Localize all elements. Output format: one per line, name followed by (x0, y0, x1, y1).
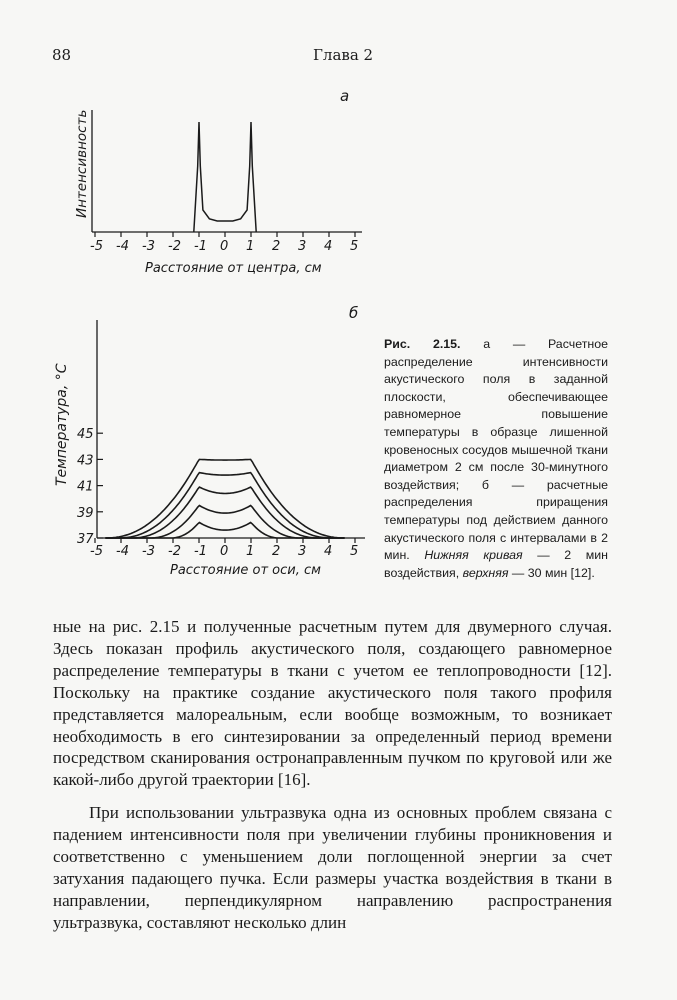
temperature-curve-2-мин (105, 523, 344, 539)
panel-a-x-tick-label: 0 (220, 239, 229, 254)
panel-b-letter: б (349, 304, 359, 322)
caption-upper-label: верхняя (462, 565, 509, 580)
panel-a-x-tick-label: 4 (324, 239, 333, 254)
panel-b-x-tick-label: -2 (168, 544, 181, 559)
panel-b-y-tick-label: 45 (77, 427, 94, 443)
body-paragraph-2: При использовании ультразвука одна из основных проблем связана с падением интенсивности поля при увеличении глубины проникновения и соответственно с уменьшением доли поглощенной энергии за счет затухания падающего пучка. Если размеры участка воздействия в ткани в направлении, перпендикулярном направлению распространения ультразвука, составляют несколько длин (53, 803, 612, 932)
temperature-curve-30-мин (105, 459, 344, 538)
caption-lower-label: Нижняя кривая (424, 548, 523, 563)
panel-b-xlabel: Расстояние от оси, см (170, 563, 321, 578)
panel-a-x-tick-label: 5 (350, 239, 359, 254)
panel-a-ylabel: Интенсивность (74, 109, 90, 218)
body-paragraph-1: ные на рис. 2.15 и полученные расчетным путем для двумерного случая. Здесь показан профиль акустического поля, создающего равномерное распределение температуры в ткани с учетом ее теплопроводности [12]. Поскольку на практике создание акустического поля такого профиля представляется малореальным, если вообще возможным, то возникает необходимость в его синтезировании за определенный период времени посредством сканирования остронаправленным пучком по круговой или же какой-либо другой траектории [16]. (53, 617, 612, 790)
panel-b (54, 304, 365, 578)
panel-a-letter: а (340, 87, 350, 105)
panel-a (74, 87, 362, 276)
panel-b-x-tick-label: 2 (272, 544, 281, 559)
panel-b-x-tick-label: 0 (220, 544, 229, 559)
caption-upper-text: — 30 мин [12]. (508, 565, 595, 580)
page-number: 88 (52, 46, 72, 64)
caption-part-b: б — расчетные распределения приращения температуры под действием данного акустического поля с интервалами в 2 мин. (384, 477, 608, 563)
panel-b-ylabel: Температура, °С (54, 363, 70, 486)
caption-label: Рис. 2.15. (384, 337, 461, 351)
panel-b-y-tick-label: 39 (77, 505, 94, 521)
panel-b-x-tick-label: 4 (324, 544, 333, 559)
panel-b-y-tick-label: 43 (77, 453, 94, 469)
figure-caption (384, 336, 608, 582)
panel-b-x-tick-label: 5 (350, 544, 359, 559)
panel-a-x-tick-label: -2 (168, 239, 181, 254)
panel-b-x-tick-label: 1 (246, 544, 255, 559)
panel-b-x-tick-label: 3 (298, 544, 307, 559)
caption-lower-text: — 2 мин воздействия, (384, 548, 608, 580)
panel-a-x-tick-label: -5 (90, 239, 103, 254)
panel-a-intensity-curve (194, 122, 256, 232)
panel-a-x-tick-label: -1 (194, 239, 207, 254)
panel-a-x-tick-label: 3 (298, 239, 307, 254)
panel-a-xlabel: Расстояние от центра, см (145, 261, 322, 276)
panel-a-x-tick-label: 2 (272, 239, 281, 254)
panel-b-x-tick-label: -5 (90, 544, 103, 559)
panel-b-x-tick-label: -3 (142, 544, 155, 559)
panel-a-x-tick-label: 1 (246, 239, 255, 254)
panel-b-y-tick-label: 37 (77, 532, 94, 547)
panel-b-x-tick-label: -4 (116, 544, 129, 559)
panel-a-x-tick-label: -4 (116, 239, 129, 254)
chapter-title: Глава 2 (313, 46, 374, 64)
panel-b-y-tick-label: 41 (77, 479, 94, 495)
panel-a-x-tick-label: -3 (142, 239, 155, 254)
panel-b-x-tick-label: -1 (194, 544, 207, 559)
caption-part-a: а — Расчетное распределение интенсивности акустического поля в заданной плоскости, обеспечивающее равномерное повышение температуры в образце лишенной кровеносных сосудов мышечной ткани диаметром 2 см после 30-минутного воздействия; (384, 337, 608, 492)
